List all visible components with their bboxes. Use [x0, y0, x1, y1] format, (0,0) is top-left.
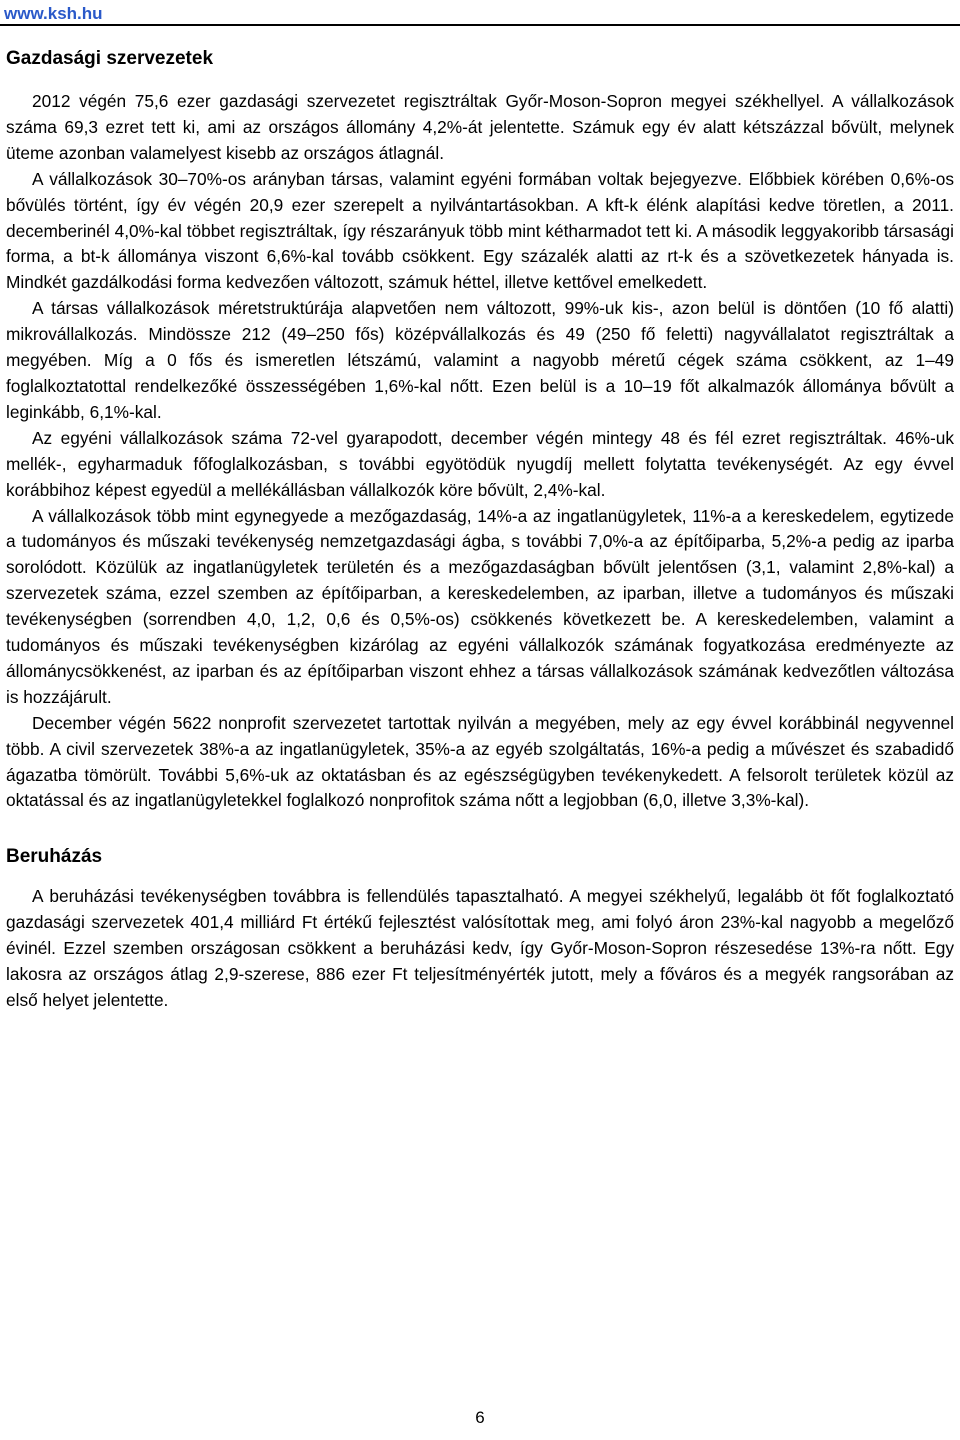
- paragraph: A beruházási tevékenységben továbbra is fellendülés tapasztalható. A megyei székhelyű, legalább öt főt foglalkoztató gazdasági szervezetek 401,4 milliárd Ft értékű fejlesztést valósítottak meg, ami folyó áron 23%-kal nagyobb a megelőző évinél. Ezzel szemben országosan csökkent a beruházási kedv, így Győr-Moson-Sopron részesedése 13%-ra nőtt. Egy lakosra az országos átlag 2,9-szerese, 886 ezer Ft teljesítményérték jutott, mely a főváros és a megyék rangsorában az első helyet jelentette.: [6, 886, 954, 1010]
- paragraph: A vállalkozások 30–70%-os arányban társas, valamint egyéni formában voltak bejegyezve. Előbbiek körében 0,6%-os bővülés történt, így év végén 20,9 ezer szerepelt a nyilvántartásokban. A kft-k élénk alapítási kedve töretlen, a 2011. decemberinél 4,0%-kal többet regisztráltak, így részarányuk több mint kétharmadot tett ki. A második leggyakoribb társasági forma, a bt-k állománya viszont 6,6%-kal tovább csökkent. Egy százalék alatti az rt-k és a szövetkezetek hányada is. Mindkét gazdálkodási forma kedvezően változott, számuk héttel, illetve kettővel emelkedett.: [6, 168, 954, 293]
- site-url-link[interactable]: www.ksh.hu: [4, 4, 103, 23]
- paragraph: Az egyéni vállalkozások száma 72-vel gyarapodott, december végén mintegy 48 és fél ezret regisztráltak. 46%-uk mellék-, egyharmaduk főfoglalkozásban, s további egyötödük nyugdíj mellett folytatta tevékenységét. Az egy évvel korábbihoz képest egyedül a mellékállásban vállalkozók köre bővült, 2,4%-kal.: [6, 427, 954, 500]
- paragraph: December végén 5622 nonprofit szervezetet tartottak nyilván a megyében, mely az egy évvel korábbinál negyvennel több. A civil szervezetek 38%-a az ingatlanügyletek, 35%-a az egyéb szolgáltatás, 16%-a pedig a művészet és szabadidő ágazatba tömörült. További 5,6%-uk az oktatásban és az egészségügyben tevékenykedett. A felsorolt területek közül az oktatással és az ingatlanügyletekkel foglalkozó nonprofitok száma nőtt a legjobban (6,0, illetve 3,3%-kal).: [6, 712, 954, 811]
- page-number: 6: [475, 1408, 485, 1427]
- paragraph: 2012 végén 75,6 ezer gazdasági szervezetet regisztráltak Győr-Moson-Sopron megyei székhellyel. A vállalkozások száma 69,3 ezret tett ki, ami az országos állomány 4,2%-át jelentette. Számuk egy év alatt kétszázzal bővült, melynek üteme azonban valamelyest kisebb az országos átlagnál.: [6, 91, 954, 163]
- header-divider: [0, 24, 960, 26]
- paragraph: A vállalkozások több mint egynegyede a mezőgazdaság, 14%-a az ingatlanügyletek, 11%-a a kereskedelem, egytizede a tudományos és műszaki tevékenység nemzetgazdasági ágba, s további 7,0%-a az építőiparba, 5,2%-a pedig az iparba sorolódott. Közülük az ingatlanügyletek területén és a mezőgazdaságban bővült jelentősen (3,1, valamint 2,8%-kal) a szervezetek száma, ezzel szemben az építőiparban, a kereskedelemben, az iparban, illetve a tudományos és műszaki tevékenységben (sorrendben 4,0, 1,2, 0,6 és 0,5%-os) csökkenés következett be. A kereskedelemben, valamint a tudományos és műszaki tevékenységben kizárólag az egyéni vállalkozók számának fogyatkozása eredményezte az állománycsökkenést, az iparban és az építőiparban viszont ehhez a társas vállalkozások számának kedvezőtlen változása is hozzájárult.: [6, 505, 954, 707]
- section-heading-gazdasagi-szervezetek: Gazdasági szervezetek: [6, 48, 214, 69]
- document-body: [6, 46, 954, 1014]
- paragraph: A társas vállalkozások méretstruktúrája alapvetően nem változott, 99%-uk kis-, azon belül is döntően (10 fő alatti) mikrovállalkozás. Mindössze 212 (49–250 fős) középvállalkozás és 49 (250 fő feletti) nagyvállalatot regisztráltak a megyében. Míg a 0 fős és ismeretlen létszámú, valamint a nagyobb méretű cégek száma csökkent, az 1–49 foglalkoztatottal rendelkezőké összességében 1,6%-kal nőtt. Ezen belül is a 10–19 főt alkalmazók állománya bővült a leginkább, 6,1%-kal.: [6, 298, 954, 422]
- section-heading-beruhazas: Beruházás: [6, 846, 103, 868]
